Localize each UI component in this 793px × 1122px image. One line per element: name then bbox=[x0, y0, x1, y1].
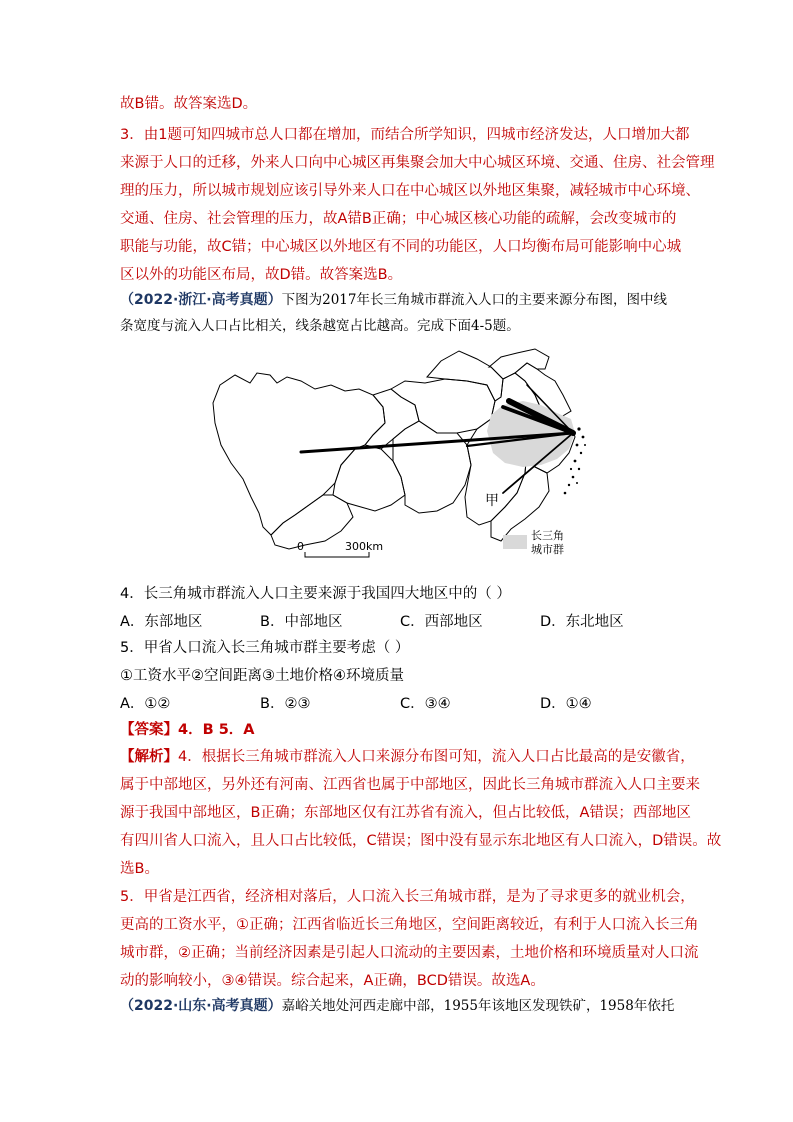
yunnan-hint bbox=[271, 495, 353, 549]
q5-option-b: B．②③ bbox=[260, 696, 311, 712]
q5-option-c: C．③④ bbox=[400, 696, 451, 712]
henan-outline bbox=[427, 351, 503, 401]
hubei-outline bbox=[391, 379, 495, 433]
analysis-line: 更高的工资水平，①正确；江西省临近长三角地区，空间距离较近，有利于人口流入长三角 bbox=[120, 917, 699, 933]
text-line: 理的压力，所以城市规划应该引导外来人口在中心城区以外地区集聚，减轻城市中心环境、 bbox=[120, 183, 700, 199]
legend bbox=[503, 528, 564, 556]
scale-zero: 0 bbox=[297, 540, 304, 553]
stem-text: 条宽度与流入人口占比相关，线条越宽占比越高。完成下面4-5题。 bbox=[120, 318, 520, 334]
text-line: 区以外的功能区布局，故D错。故答案选B。 bbox=[120, 267, 403, 283]
q4-option-b: B．中部地区 bbox=[260, 614, 343, 630]
text-line: 来源于人口的迁移，外来人口向中心城区再集聚会加大中心城区环境、交通、住房、社会管理 bbox=[120, 155, 715, 171]
text-line: 交通、住房、社会管理的压力，故A错B正确；中心城区核心功能的疏解，会改变城市的 bbox=[120, 211, 677, 227]
legend-swatch bbox=[503, 535, 527, 549]
q5-option-a: A．①② bbox=[120, 696, 171, 712]
stem-text: 下图为2017年长三角城市群流入人口的主要来源分布图，图中线 bbox=[281, 292, 667, 308]
question-5-stem: 5．甲省人口流入长三角城市群主要考虑（ ） bbox=[120, 640, 410, 656]
analysis-line: 属于中部地区，另外还有河南、江西省也属于中部地区，因此长三角城市群流入人口主要来 bbox=[120, 777, 700, 793]
text-line: 职能与功能，故C错；中心城区以外地区有不同的功能区，人口均衡布局可能影响中心城 bbox=[120, 239, 682, 255]
analysis-line: 有四川省人口流入，且人口占比较低，C错误；图中没有显示东北地区有人口流入，D错误。故 bbox=[120, 833, 722, 849]
analysis-line: 选B。 bbox=[120, 861, 159, 877]
q4-option-c: C．西部地区 bbox=[400, 614, 483, 630]
hunan-outline bbox=[393, 421, 471, 513]
analysis-label: 【解析】 bbox=[120, 749, 178, 765]
population-flow-map bbox=[205, 345, 605, 560]
question-5-statements: ①工资水平②空间距离③土地价格④环境质量 bbox=[120, 668, 404, 684]
flow-lines bbox=[301, 385, 573, 493]
label-jia: 甲 bbox=[485, 493, 499, 509]
text-line: 3．由1题可知四城市总人口都在增加，而结合所学知识，四城市经济发达，人口增加大都 bbox=[120, 127, 690, 143]
analysis-text: 4．根据长三角城市群流入人口来源分布图可知，流入人口占比最高的是安徽省， bbox=[178, 749, 695, 765]
next-question-stem bbox=[120, 996, 674, 1016]
sichuan-outline bbox=[213, 373, 385, 535]
question-4-stem: 4．长三角城市群流入人口主要来源于我国四大地区中的（ ） bbox=[120, 586, 511, 602]
answer-line bbox=[120, 720, 255, 740]
legend-label-1: 长三角 bbox=[531, 529, 564, 542]
source-tag: （2022·山东·高考真题） bbox=[120, 998, 282, 1014]
legend-label-2: 城市群 bbox=[531, 543, 564, 556]
scale-bar bbox=[297, 540, 383, 557]
scale-distance: 300km bbox=[345, 540, 384, 553]
answer-label: 【答案】 bbox=[120, 722, 178, 738]
stem-text: 嘉峪关地处河西走廊中部，1955年该地区发现铁矿，1958年依托 bbox=[281, 998, 675, 1014]
analysis-line: 城市群，②正确；当前经济因素是引起人口流动的主要因素，土地价格和环境质量对人口流 bbox=[120, 945, 699, 961]
shandong-hint bbox=[489, 349, 549, 379]
q4-option-a: A．东部地区 bbox=[120, 614, 203, 630]
analysis-line bbox=[120, 747, 695, 767]
chongqing-outline bbox=[365, 389, 419, 449]
analysis-line: 动的影响较小，③④错误。综合起来，A正确，BCD错误。故选A。 bbox=[120, 973, 545, 989]
source-tag: （2022·浙江·高考真题） bbox=[120, 292, 282, 308]
q5-option-d: D．①④ bbox=[540, 696, 592, 712]
analysis-line: 源于我国中部地区，B正确；东部地区仅有江苏省有流入，但占比较低，A错误；西部地区 bbox=[120, 805, 691, 821]
q4-option-d: D．东北地区 bbox=[540, 614, 624, 630]
analysis-line: 5．甲省是江西省，经济相对落后，人口流入长三角城市群，是为了寻求更多的就业机会， bbox=[120, 889, 695, 905]
question-stem bbox=[120, 290, 667, 310]
answer-text: 4．B 5．A bbox=[178, 722, 255, 738]
text-line: 故B错。故答案选D。 bbox=[120, 96, 258, 112]
